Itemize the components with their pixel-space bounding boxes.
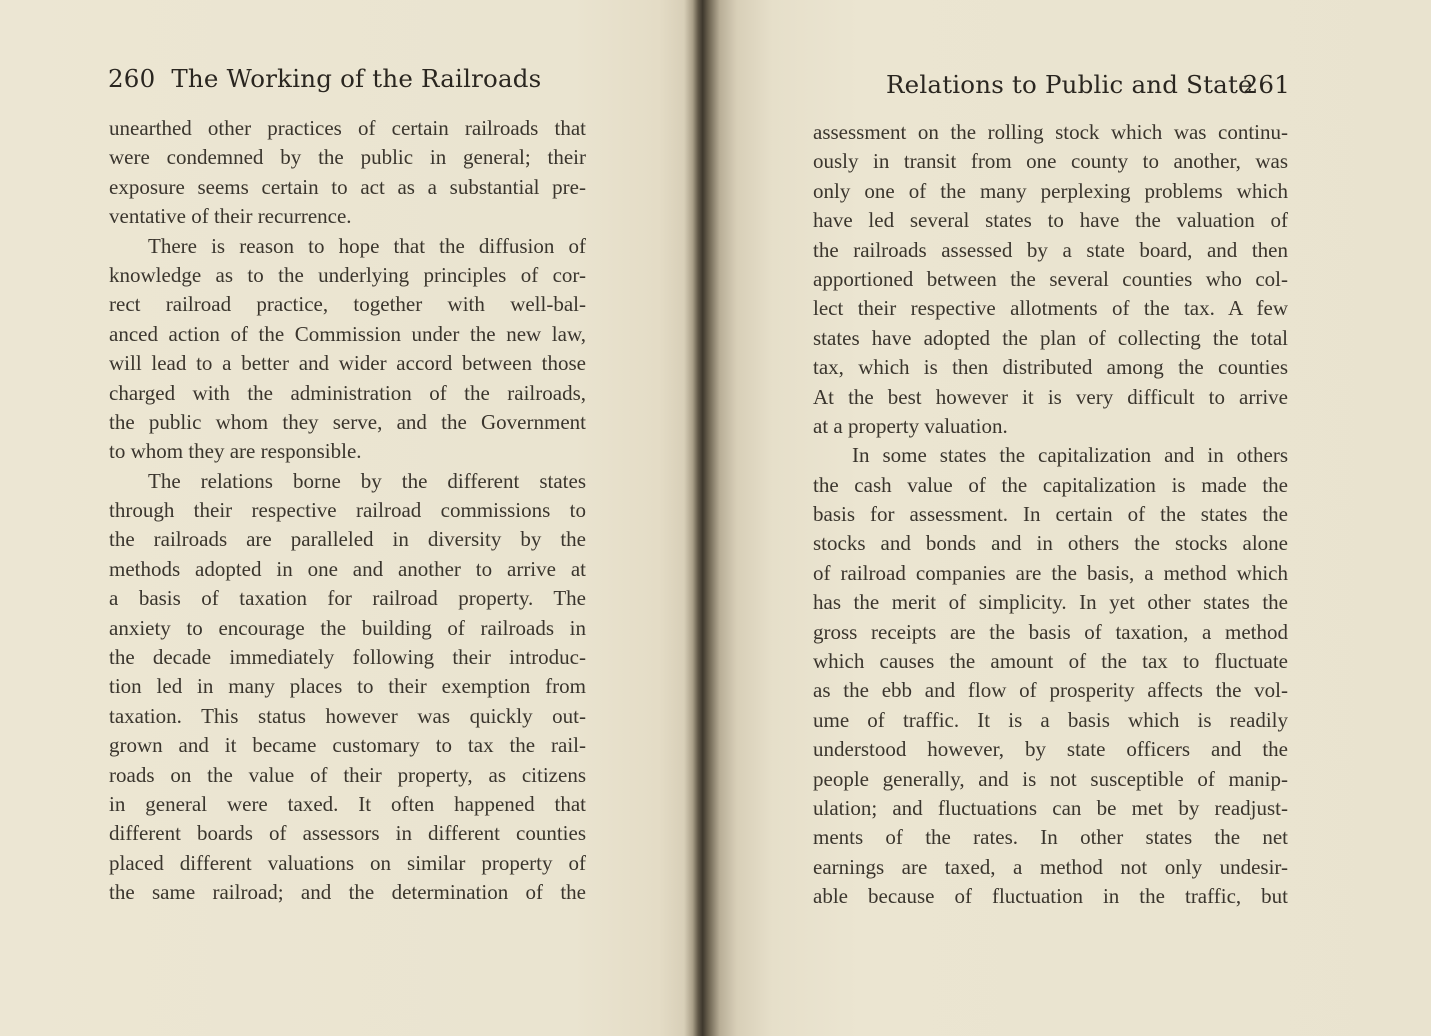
text-line: grown and it became customary to tax the rail- [109,733,586,758]
text-line: people generally, and is not susceptible of manip- [813,766,1288,791]
text-line: In some states the capitalization and in others [852,443,1288,468]
text-line: the cash value of the capitalization is made the [813,472,1288,497]
text-line: were condemned by the public in general; their [109,145,586,170]
text-line: in general were taxed. It often happened that [109,791,586,816]
text-line: apportioned between the several counties who col- [813,266,1288,291]
text-line: methods adopted in one and another to arrive at [109,556,586,581]
left-page [0,0,690,1036]
text-line: knowledge as to the underlying principles of cor- [109,262,586,287]
text-line: the decade immediately following their introduc- [109,645,586,670]
text-line: has the merit of simplicity. In yet other states the [813,590,1288,615]
text-line: roads on the value of their property, as citizens [109,762,586,787]
text-line: the public whom they serve, and the Government [109,409,586,434]
text-line: able because of fluctuation in the traffic, but [813,884,1288,909]
text-line: There is reason to hope that the diffusion of [148,233,586,258]
page-number: 261 [1242,70,1290,99]
text-line: tion led in many places to their exemption from [109,674,586,699]
text-line: of railroad companies are the basis, a method which [813,560,1288,585]
text-line: which causes the amount of the tax to fluctuate [813,649,1288,674]
text-line: placed different valuations on similar property of [109,850,586,875]
text-line: anxiety to encourage the building of railroads in [109,615,586,640]
text-line: lect their respective allotments of the tax. A few [813,296,1288,321]
text-line: ously in transit from one county to another, was [813,149,1288,174]
running-title: The Working of the Railroads [171,64,542,93]
text-line: exposure seems certain to act as a substantial pre- [109,174,586,199]
text-line: only one of the many perplexing problems which [813,178,1288,203]
text-line: different boards of assessors in different counties [109,821,586,846]
text-line: ume of traffic. It is a basis which is readily [813,707,1288,732]
body-text-right [813,118,1288,912]
text-line: gross receipts are the basis of taxation, a method [813,619,1288,644]
text-line: stocks and bonds and in others the stocks alone [813,531,1288,556]
text-line: taxation. This status however was quickly out- [109,703,586,728]
page-number: 260 [108,64,156,93]
text-line: states have adopted the plan of collecting the total [813,325,1288,350]
text-line: the same railroad; and the determination of the [109,880,586,905]
text-line: to whom they are responsible. [109,439,362,464]
text-line: a basis of taxation for railroad property. The [109,586,586,611]
text-line: the railroads are paralleled in diversity by the [109,527,586,552]
text-line: ulation; and fluctuations can be met by readjust- [813,795,1288,820]
text-line: tax, which is then distributed among the counties [813,355,1288,380]
text-line: assessment on the rolling stock which was continu- [813,120,1288,144]
text-line: understood however, by state officers and the [813,737,1288,762]
running-title: Relations to Public and State [886,70,1253,99]
text-line: ments of the rates. In other states the net [813,825,1288,850]
text-line: anced action of the Commission under the new law, [109,321,586,346]
text-line: earnings are taxed, a method not only undesir- [813,854,1288,879]
text-line: charged with the administration of the railroads, [109,380,586,405]
running-head-left [108,64,588,93]
text-line: At the best however it is very difficult to arrive [813,384,1288,409]
text-line: have led several states to have the valuation of [813,208,1288,233]
text-line: rect railroad practice, together with well-bal- [109,292,586,317]
text-line: unearthed other practices of certain railroads that [109,116,586,140]
body-text-left [109,114,586,908]
text-line: will lead to a better and wider accord between those [109,351,586,376]
text-line: ventative of their recurrence. [109,204,352,229]
text-line: basis for assessment. In certain of the states the [813,502,1288,527]
text-line: the railroads assessed by a state board, and then [813,237,1288,262]
text-line: The relations borne by the different states [148,468,586,493]
right-page [708,0,1431,1036]
text-line: at a property valuation. [813,413,1008,438]
text-line: as the ebb and flow of prosperity affects the vol- [813,678,1288,703]
text-line: through their respective railroad commissions to [109,498,586,523]
